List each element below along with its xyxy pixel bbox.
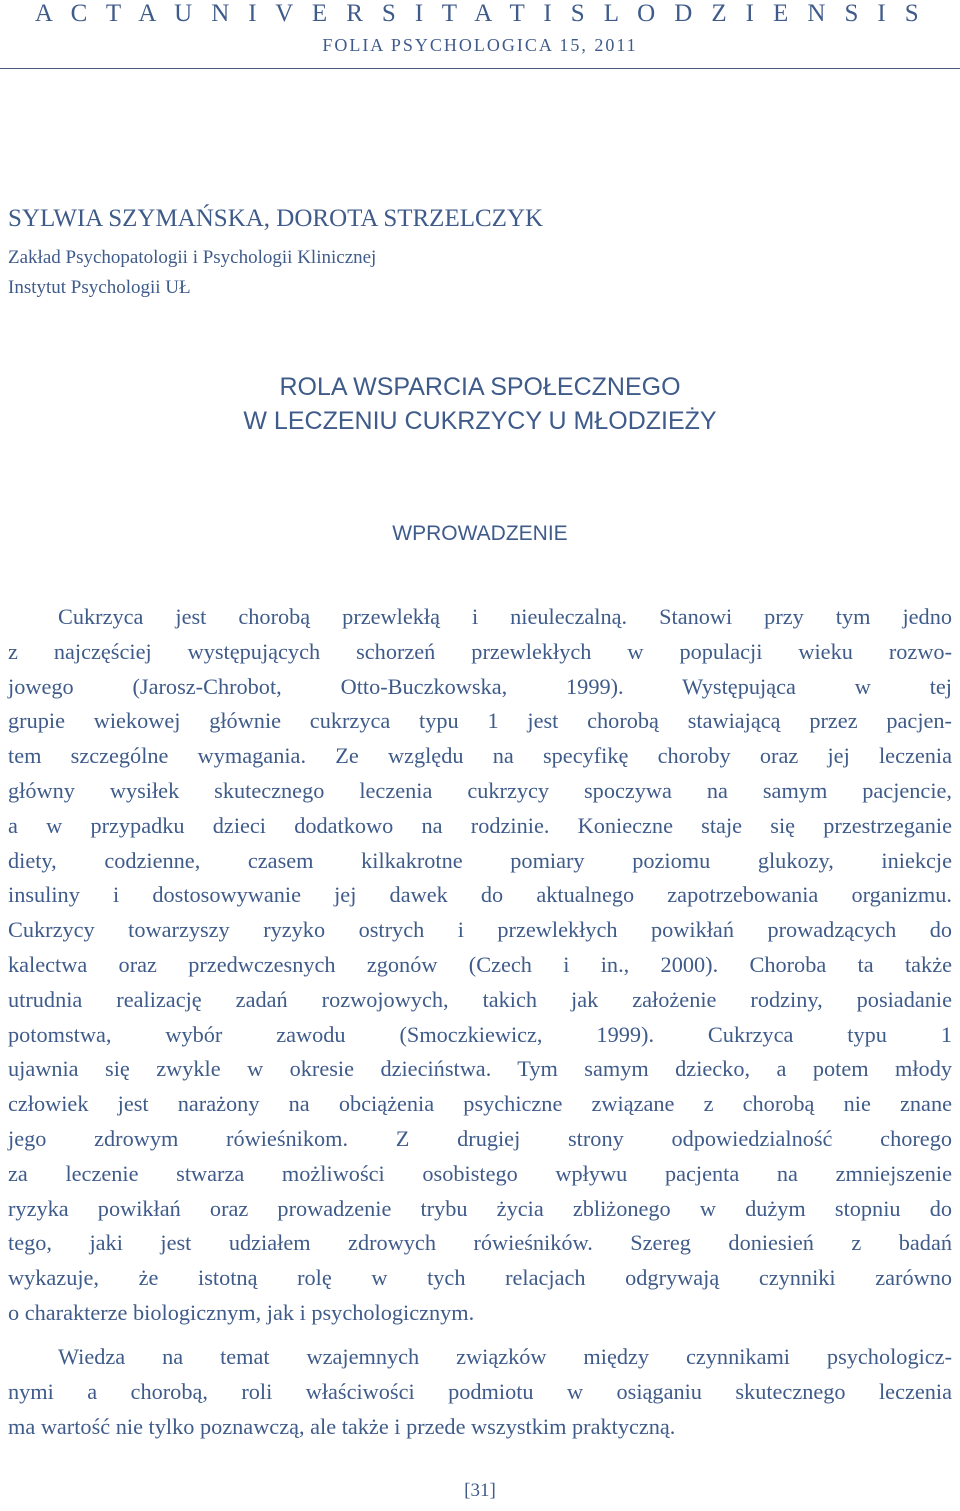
journal-title: A C T A U N I V E R S I T A T I S L O D Z I E N S I S	[34, 0, 926, 27]
text-line: grupie wiekowej głównie cukrzyca typu 1 jest chorobą stawiającą przez pacjen-	[8, 708, 952, 734]
text-line: z najczęściej występujących schorzeń przewlekłych w populacji wieku rozwo-	[8, 638, 952, 664]
text-line: insuliny i dostosowywanie jej dawek do aktualnego zapotrzebowania organizmu.	[8, 882, 952, 908]
text-line: jowego (Jarosz-Chrobot, Otto-Buczkowska, 1999). Występująca w tej	[8, 673, 952, 699]
text-line: a w przypadku dzieci dodatkowo na rodzinie. Konieczne staje się przestrzeganie	[8, 812, 952, 838]
paragraph-1	[8, 600, 952, 1331]
text-line: ujawnia się zwykle w okresie dzieciństwa. Tym samym dziecko, a potem młody	[8, 1056, 952, 1082]
text-line: za leczenie stwarza możliwości osobistego wpływu pacjenta na zmniejszenie	[8, 1160, 952, 1186]
text-line: wykazuje, że istotną rolę w tych relacjach odgrywają czynniki zarówno	[8, 1265, 952, 1291]
authors: SYLWIA SZYMAŃSKA, DOROTA STRZELCZYK	[8, 205, 544, 232]
text-line: ryzyka powikłań oraz prowadzenie trybu życia zbliżonego w dużym stopniu do	[8, 1195, 952, 1221]
article-title-line-2: W LECZENIU CUKRZYCY U MŁODZIEŻY	[243, 407, 717, 435]
text-line: jego zdrowym rówieśnikom. Z drugiej strony odpowiedzialność chorego	[8, 1125, 952, 1151]
text-line: tem szczególne wymagania. Ze względu na specyfikę choroby oraz jej leczenia	[8, 743, 952, 769]
affiliation-line-2: Instytut Psychologii UŁ	[8, 277, 191, 298]
affiliation-line-1: Zakład Psychopatologii i Psychologii Klinicznej	[8, 247, 377, 268]
text-line: nymi a chorobą, roli właściwości podmiotu w osiąganiu skutecznego leczenia	[8, 1378, 952, 1404]
journal-series: FOLIA PSYCHOLOGICA 15, 2011	[322, 35, 638, 55]
text-line: potomstwa, wybór zawodu (Smoczkiewicz, 1999). Cukrzyca typu 1	[8, 1021, 952, 1047]
paragraph-2	[8, 1340, 952, 1444]
text-line: Cukrzyca jest chorobą przewlekłą i nieuleczalną. Stanowi przy tym jedno	[58, 604, 952, 629]
page-number: [31]	[464, 1480, 496, 1501]
text-line: Cukrzycy towarzyszy ryzyko ostrych i przewlekłych powikłań prowadzących do	[8, 917, 952, 943]
text-line: główny wysiłek skutecznego leczenia cukrzycy spoczywa na samym pacjencie,	[8, 777, 952, 803]
section-heading: WPROWADZENIE	[392, 522, 568, 545]
text-line: ma wartość nie tylko poznawczą, ale także i przede wszystkim praktyczną.	[8, 1413, 676, 1439]
text-line: diety, codzienne, czasem kilkakrotne pomiary poziomu glukozy, iniekcje	[8, 847, 952, 873]
text-line: kalectwa oraz przedwczesnych zgonów (Czech i in., 2000). Choroba ta także	[8, 951, 952, 977]
article-title-line-1: ROLA WSPARCIA SPOŁECZNEGO	[279, 373, 681, 401]
text-line: Wiedza na temat wzajemnych związków między czynnikami psychologicz-	[58, 1344, 952, 1369]
text-line: tego, jaki jest udziałem zdrowych rówieśników. Szereg doniesień z badań	[8, 1230, 952, 1256]
text-line: utrudnia realizację zadań rozwojowych, takich jak założenie rodziny, posiadanie	[8, 986, 952, 1012]
text-line: człowiek jest narażony na obciążenia psychiczne związane z chorobą nie znane	[8, 1091, 952, 1117]
journal-header	[0, 0, 960, 56]
text-line: o charakterze biologicznym, jak i psychologicznym.	[8, 1299, 475, 1325]
header-rule	[0, 68, 960, 69]
